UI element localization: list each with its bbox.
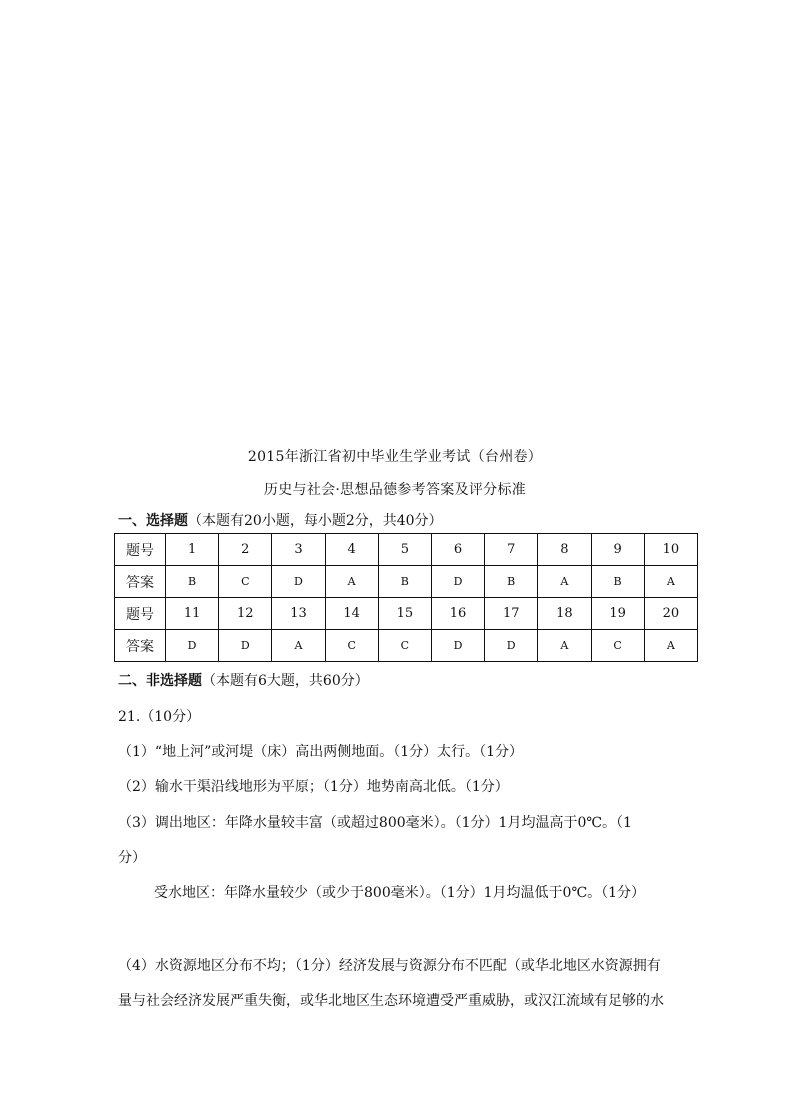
answer-paragraph: （2）输水干渠沿线地形为平原；（1分）地势南高北低。（1分） [118,779,509,795]
question-number: 3 [272,534,325,566]
answer-cell: B [378,566,431,598]
table-row [115,566,698,598]
answer-label: 答案 [115,566,166,598]
question-number: 10 [644,534,697,566]
question-number: 2 [219,534,272,566]
answer-cell: A [644,566,697,598]
answer-paragraph: （1）“地上河”或河堤（床）高出两侧地面。（1分）太行。（1分） [118,744,524,760]
section-note: （本题有20小题，每小题2分，共40分） [188,513,443,529]
question-number: 9 [591,534,644,566]
answer-cell: B [485,566,538,598]
question-number: 20 [644,598,697,630]
answer-cell: A [644,630,697,662]
question-21-heading: 21.（10分） [118,709,201,725]
question-number: 12 [219,598,272,630]
answer-cell: B [591,566,644,598]
answer-cell: D [166,630,219,662]
answer-cell: D [485,630,538,662]
question-number: 11 [166,598,219,630]
answer-paragraph: 分） [118,850,146,866]
section-heading-choice [118,510,443,530]
answer-cell: D [431,566,484,598]
question-number: 13 [272,598,325,630]
answer-cell: D [219,630,272,662]
question-number: 19 [591,598,644,630]
answer-paragraph: 受水地区：年降水量较少（或少于800毫米）。（1分）1月均温低于0℃。（1分） [154,885,646,901]
section-label: 二、非选择题 [118,673,202,689]
table-row [115,630,698,662]
answer-cell: D [431,630,484,662]
answer-table [114,533,698,662]
question-number: 6 [431,534,484,566]
answer-cell: C [219,566,272,598]
question-number: 17 [485,598,538,630]
question-number: 15 [378,598,431,630]
answer-cell: C [378,630,431,662]
answer-label: 答案 [115,630,166,662]
question-number: 5 [378,534,431,566]
question-number: 7 [485,534,538,566]
table-row [115,598,698,630]
document-title: 2015年浙江省初中毕业生学业考试（台州卷） [247,449,543,465]
section-heading-nonchoice [118,670,369,690]
answer-cell: A [325,566,378,598]
question-number: 16 [431,598,484,630]
answer-paragraph: （3）调出地区：年降水量较丰富（或超过800毫米）。（1分）1月均温高于0℃。（1 [118,815,632,831]
answer-cell: C [591,630,644,662]
answer-cell: A [538,630,591,662]
answer-paragraph: （4）水资源地区分布不均；（1分）经济发展与资源分布不匹配（或华北地区水资源拥有 [118,958,661,974]
question-number-label: 题号 [115,598,166,630]
answer-cell: A [538,566,591,598]
answer-cell: D [272,566,325,598]
answer-cell: C [325,630,378,662]
question-number: 18 [538,598,591,630]
answer-cell: B [166,566,219,598]
question-number: 1 [166,534,219,566]
question-number: 4 [325,534,378,566]
question-number: 14 [325,598,378,630]
question-number-label: 题号 [115,534,166,566]
section-label: 一、选择题 [118,513,188,529]
answer-paragraph: 量与社会经济发展严重失衡，或华北地区生态环境遭受严重威胁，或汉江流域有足够的水 [118,993,664,1009]
table-row [115,534,698,566]
document-subtitle: 历史与社会·思想品德参考答案及评分标准 [263,482,527,498]
section-note: （本题有6大题，共60分） [202,673,369,689]
question-number: 8 [538,534,591,566]
answer-cell: A [272,630,325,662]
